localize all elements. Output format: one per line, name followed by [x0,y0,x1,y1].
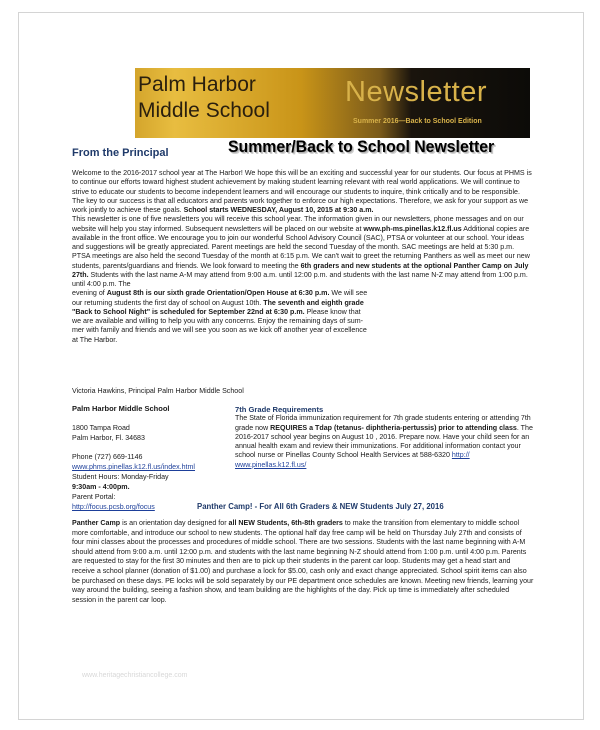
camp-heading: Panther Camp! - For All 6th Graders & NEW Students July 27, 2016 [197,502,444,511]
camp-text: Panther Camp is an orientation day designed for all NEW Students, 6th-8th graders to make the transition from elementary to middle school more comfortable, and introduce our school to new students. The optional half day free camp will be held on Thursday July 27th and consists of four mini classes about the processes and procedures of middle school. There are two sessions. Students with the last name beginning with A-M should attend from 9:00 a.m. until 12:00 p.m. and students with the last name beginning N-Z should attend from 1:00 p.m. until 4:00 p.m. Parents are requested to stay for the first 30 minutes and then are to pick up their students in the parent car loop. Students may get a head start and receive a school planner (donation of $1.00) and purchase a lock for $5.00, cash only and exact change appreciated. School spirit items can also be purchased on these days. PE locks will be sold separately by our PE department once schedules are known. Meeting new friends, learning your way around the building, seeing a fashion show, and team building are the highlights of the day. Pick up time is immediately after scheduled session in the parent car loop. [72,519,534,604]
website-link[interactable]: www.phms.pinellas.k12.fl.us/index.html [72,463,196,471]
hours: 9:30am - 4:00pm. [72,483,130,491]
contact-heading: Palm Harbor Middle School [72,404,170,413]
watermark: www.heritagechristiancollege.com [82,672,188,679]
school-name: Palm Harbor Middle School [138,73,270,122]
hours-label: Student Hours: Monday-Friday [72,473,169,481]
phone: Phone (727) 669-1146 [72,453,143,461]
principal-signature: Victoria Hawkins, Principal Palm Harbor Middle School [72,387,244,395]
grade7-section [235,405,535,470]
edition-label: Summer 2016—Back to School Edition [353,118,482,125]
grade7-link[interactable]: www.pinellas.k12.fl.us/ [235,460,307,469]
grade7-text: The State of Florida immunization requirement for 7th grade students entering or attending 7th grade now REQUIRES a Tdap (tetanus- diphtheria-pertussis) prior to attending class. The 2016-2017 school year begins on August 10 , 2016. Prepare now. Have your child seen for an annual health exam and review their immunizations. For additional information contact your school nurse or Pinellas County School Health Services at 588-6320 http:// www.pinellas.k12.fl.us/ [235,414,533,469]
contact-info [72,404,202,512]
principal-heading: From the Principal [72,147,169,159]
newsletter-title: Newsletter [345,76,487,108]
portal-label: Parent Portal: [72,493,116,501]
grade7-heading: 7th Grade Requirements [235,405,324,414]
wordart-title: Summer/Back to School Newsletter [228,137,495,156]
portal-link[interactable]: http://focus.pcsb.org/focus [72,503,155,511]
principal-letter: Welcome to the 2016-2017 school year at The Harbor! We hope this will be an exciting and successful year for our students. Our focus at PHMS is to continue our efforts toward highest student achievement by making student learning relevant with real world applications. We will continue to strive to educate our students to become independent learners and will encourage our students to inquire, think critically and to be responsible. The key to our success is that all educators and parents work together to enforce our high expectations. Therefore, we ask for your support as we work jointly to achieve these goals. School starts WEDNESDAY, August 10, 2015 at 9:30 a.m. This newsletter is one of five newsletters you will receive this school year. The information given in our newsletters, phone messages and on our website will help you stay informed. Subsequent newsletters will be placed on our website at www.ph-ms.pinellas.k12.fl.us Additional copies are available in the front office. We encourage you to join our wonderful School Advisory Council (SAC), PTSA or volunteer at our school. Your ideas and suggestions will be greatly appreciated. Parent meetings are held the second Tuesday of the month. SAC meetings are held at 5:30 p.m. PTSA meetings are also held the second Tuesday of the month at 6:15 p.m. We can't wait to greet the returning Panthers as well as meet our new students, parents/guardians and friends. We look forward to meeting the 6th graders and new students at the optional Panther Camp on July 27th. Students with the last name A-M may attend from 9:00 a.m. until 12:00 p.m. and students with the last name N-Z may attend from 1:00 p.m. until 4:00 p.m. The evening of August 8th is our sixth grade Orientation/Open House at 6:30 p.m. We will see our returning students the first day of school on August 10th. The seventh and eighth grade "Back to School Night" is scheduled for September 22nd at 6:30 p.m. Please know that we are available and willing to help you with any concerns. Enjoy the remaining days of sum- mer with family and friends and we will see you soon as we kick off another year of excellence at The Harbor. [72,169,532,344]
address-line2: Palm Harbor, Fl. 34683 [72,434,145,442]
address-line1: 1800 Tampa Road [72,424,130,432]
